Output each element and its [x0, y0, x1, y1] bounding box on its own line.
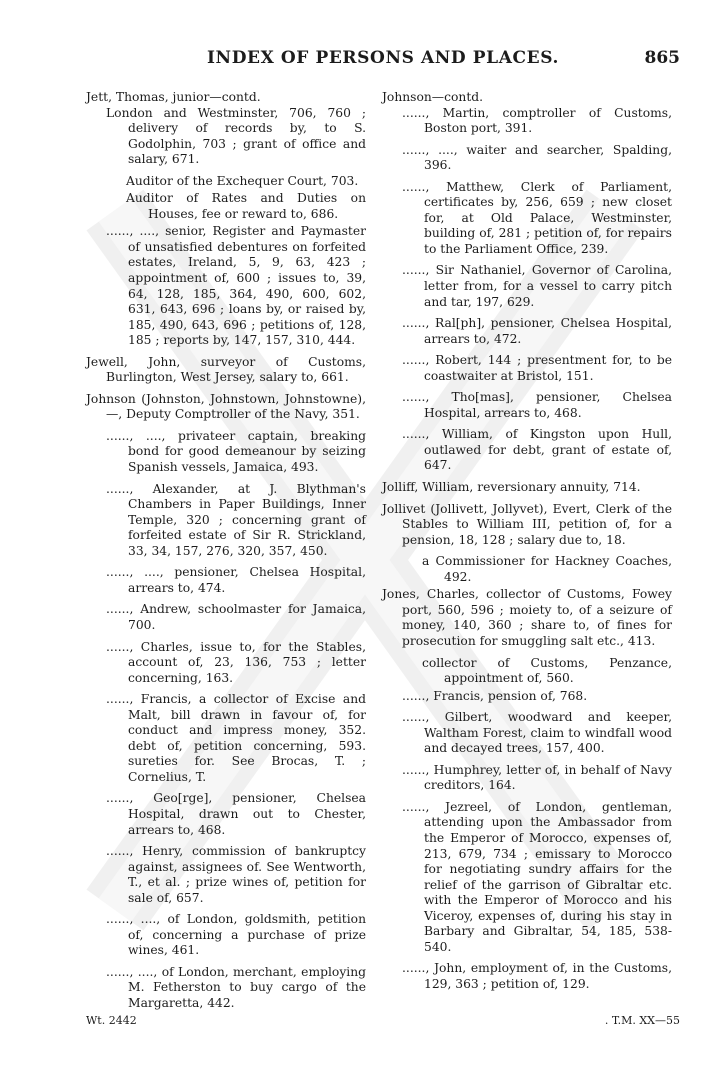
index-entry: ......, Martin, comptroller of Customs, Boston port, 391.	[402, 105, 672, 136]
index-entry: ......, Francis, pension of, 768.	[402, 688, 588, 703]
index-entry: ......, Ral[ph], pensioner, Chelsea Hospital, arrears to, 472.	[402, 316, 672, 346]
index-entry: ......, ...., senior, Register and Paymaster of unsatisfied debentures on forfeited estates, Ireland, 5, 9, 63, 423 ; appointment of, 600 ; issues to, 39, 64, 128, 185, 364, 490, 600, 602, 631, 643, 696 ; loans by, or raised by, 185, 490, 643, 696 ; petitions of, 128, 185 ; reports by, 147, 157, 310, 444.	[106, 224, 366, 348]
index-entry: ......, Andrew, schoolmaster for Jamaica, 700.	[106, 602, 366, 632]
index-entry: ......, Matthew, Clerk of Parliament, certificates by, 256, 659 ; new closet for, at Old Palace, Westminster, building of, 281 ; petition of, for repairs to the Parliament Office, 239.	[402, 179, 672, 256]
index-entry: ......, ...., of London, goldsmith, petition of, concerning a purchase of prize wines, 461.	[106, 912, 366, 958]
index-entry: Johnson (Johnston, Johnstown, Johnstowne), —, Deputy Comptroller of the Navy, 351.	[86, 391, 366, 422]
right-column	[382, 90, 672, 998]
index-entry: ......, William, of Kingston upon Hull, outlawed for debt, grant of estate of, 647.	[402, 427, 672, 473]
index-entry: ......, Tho[mas], pensioner, Chelsea Hospital, arrears to, 468.	[402, 390, 672, 420]
index-entry: Jones, Charles, collector of Customs, Fowey port, 560, 596 ; moiety to, of a seizure of money, 140, 360 ; share to, of fines for prosecution for smuggling salt etc., 413.	[382, 587, 672, 648]
index-entry: ......, Alexander, at J. Blythman's Chambers in Paper Buildings, Inner Temple, 320 ; concerning grant of forfeited estate of Sir R. Strickland, 33, 34, 157, 276, 320, 357, 450.	[106, 481, 366, 558]
index-entry: ......, Francis, a collector of Excise and Malt, bill drawn in favour of, for conduct and impress money, 352. debt of, petition concerning, 593. sureties for. See Brocas, T. ; Cornelius, T.	[106, 692, 366, 784]
index-entry: ......, ...., waiter and searcher, Spalding, 396.	[402, 142, 672, 173]
index-entry: Auditor of Rates and Duties on Houses, fee or reward to, 686.	[126, 191, 366, 221]
index-entry: Jolliff, William, reversionary annuity, 714.	[382, 480, 641, 495]
index-entry: ......, Charles, issue to, for the Stables, account of, 23, 136, 753 ; letter concerning, 163.	[106, 639, 366, 685]
footer-right: . T.M. XX—55	[604, 1014, 680, 1027]
index-entry: ......, Henry, commission of bankruptcy against, assignees of. See Wentworth, T., et al. ; prize wines of, petition for sale of, 657.	[106, 844, 366, 905]
index-entry: ......, Gilbert, woodward and keeper, Waltham Forest, claim to windfall wood and decayed trees, 157, 400.	[402, 710, 672, 756]
left-column	[86, 90, 366, 1018]
page-title: INDEX OF PERSONS AND PLACES.	[207, 48, 559, 68]
index-entry: ......, Geo[rge], pensioner, Chelsea Hospital, drawn out to Chester, arrears to, 468.	[106, 791, 366, 837]
index-entry: Jewell, John, surveyor of Customs, Burlington, West Jersey, salary to, 661.	[86, 354, 366, 385]
index-entry: Jett, Thomas, junior—contd.	[86, 90, 261, 104]
index-entry: Jollivet (Jollivett, Jollyvet), Evert, Clerk of the Stables to William III, petition of, for a pension, 18, 128 ; salary due to, 18.	[382, 501, 672, 547]
index-entry: a Commissioner for Hackney Coaches, 492.	[422, 554, 672, 584]
page-header	[86, 40, 680, 80]
index-entry: London and Westminster, 706, 760 ; delivery of records by, to S. Godolphin, 703 ; grant of office and salary, 671.	[106, 105, 366, 167]
index-entry: ......, ...., pensioner, Chelsea Hospital, arrears to, 474.	[106, 565, 366, 595]
index-entry: collector of Customs, Penzance, appointment of, 560.	[422, 655, 672, 686]
index-entry: Johnson—contd.	[382, 90, 484, 104]
index-entry: ......, Jezreel, of London, gentleman, attending upon the Ambassador from the Emperor of Morocco, expenses of, 213, 679, 734 ; emissary to Morocco for negotiating sundry affairs for the relief of the garrison of Gibraltar etc. with the Emperor of Morocco and his Viceroy, expenses of, during his stay in Barbary and Gibraltar, 54, 185, 538-540.	[402, 799, 672, 954]
index-entry: Auditor of the Exchequer Court, 703.	[126, 173, 359, 188]
index-entry: ......, Humphrey, letter of, in behalf of Navy creditors, 164.	[402, 762, 672, 793]
footer-left: Wt. 2442	[86, 1014, 137, 1027]
index-entry: ......, Sir Nathaniel, Governor of Carolina, letter from, for a vessel to carry pitch and tar, 197, 629.	[402, 263, 672, 309]
index-entry: ......, ...., of London, merchant, employing M. Fetherston to buy cargo of the Margaretta, 442.	[106, 964, 366, 1010]
index-entry: ......, Robert, 144 ; presentment for, to be coastwaiter at Bristol, 151.	[402, 353, 672, 383]
index-entry: ......, ...., privateer captain, breaking bond for good demeanour by seizing Spanish vessels, Jamaica, 493.	[106, 428, 366, 475]
index-entry: ......, John, employment of, in the Customs, 129, 363 ; petition of, 129.	[402, 961, 672, 991]
page-number: 865	[644, 48, 680, 68]
